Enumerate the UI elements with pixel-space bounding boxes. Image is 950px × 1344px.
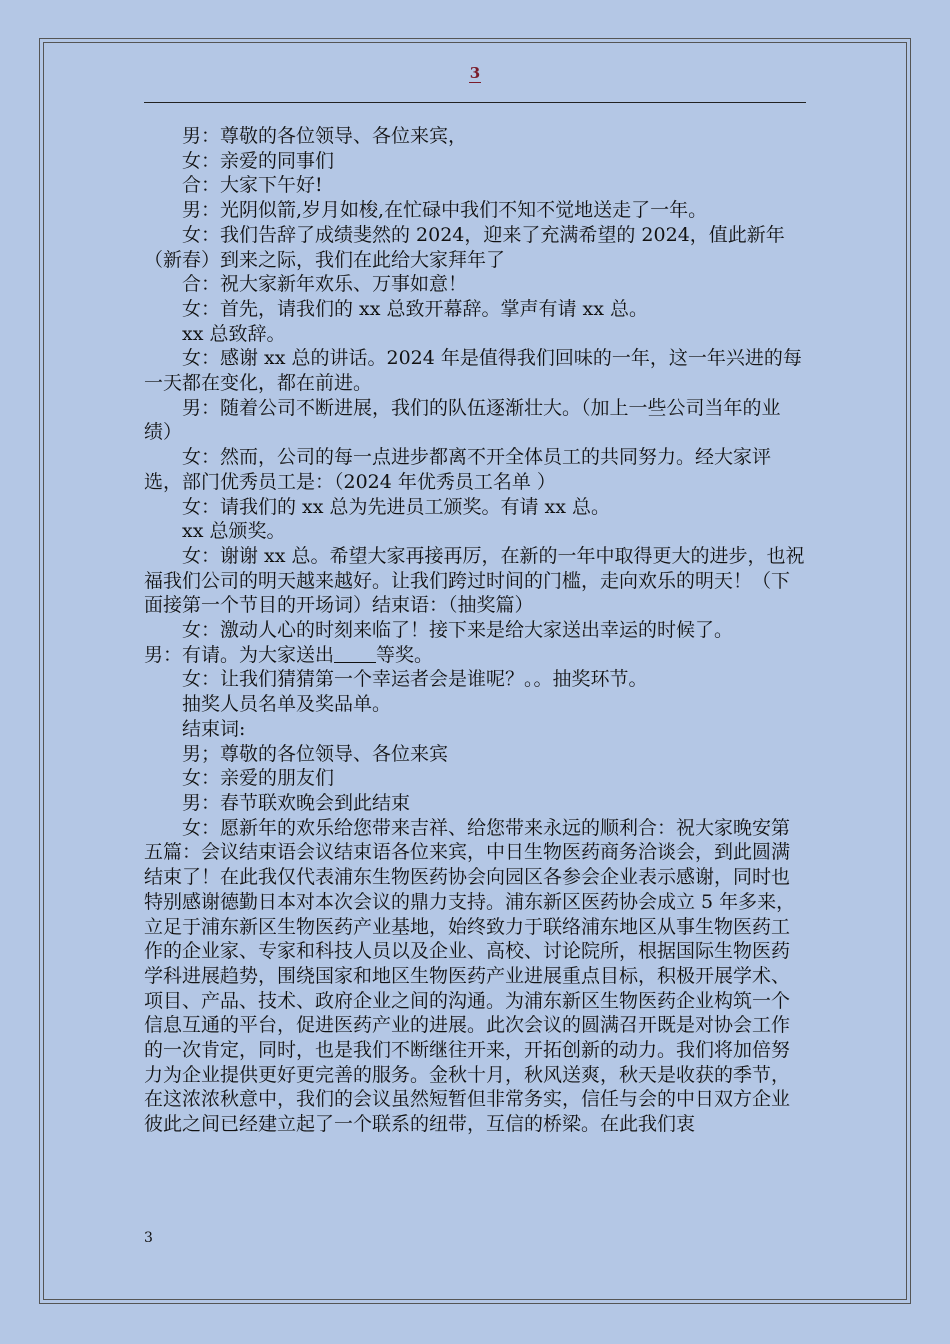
paragraph: 女：愿新年的欢乐给您带来吉祥、给您带来永远的顺利合：祝大家晚安第五篇：会议结束语会议结束语各位来宾，中日生物医药商务洽谈会，到此圆满结束了！在此我仅代表浦东生物医药协会向园区各参会企业表示感谢，同时也特别感谢德勤日本对本次会议的鼎力支持。浦东新区医药协会成立 5 年多来，立足于浦东新区生物医药产业基地，始终致力于联络浦东地区从事生物医药工作的企业家、专家和科技人员以及企业、高校、讨论院所，根据国际生物医药学科进展趋势，围绕国家和地区生物医药产业进展重点目标，积极开展学术、项目、产品、技术、政府企业之间的沟通。为浦东新区生物医药企业构筑一个信息互通的平台，促进医药产业的进展。此次会议的圆满召开既是对协会工作的一次肯定，同时，也是我们不断继往开来，开拓创新的动力。我们将加倍努力为企业提供更好更完善的服务。金秋十月，秋风送爽，秋天是收获的季节，在这浓浓秋意中，我们的会议虽然短暂但非常务实，信任与会的中日双方企业彼此之间已经建立起了一个联系的纽带，互信的桥梁。在此我们衷 [144, 816, 796, 1136]
document-body [144, 124, 806, 1137]
paragraph: 抽奖人员名单及奖品单。 [182, 693, 392, 716]
paragraph: 女：谢谢 xx 总。希望大家再接再厉，在新的一年中取得更大的进步，也祝福我们公司的明天越来越好。让我们跨过时间的门槛，走向欢乐的明天！（下面接第一个节目的开场词）结束语：（抽奖篇） [144, 544, 805, 617]
paragraph: 合：大家下午好! [182, 174, 323, 197]
paragraph: 女：首先，请我们的 xx 总致开幕辞。掌声有请 xx 总。 [182, 297, 649, 320]
paragraph: 女：亲爱的同事们 [182, 149, 335, 172]
award-line-after: 等奖。 [376, 643, 434, 666]
paragraph: 女：我们告辞了成绩斐然的 2024，迎来了充满希望的 2024，值此新年（新春）到来之际，我们在此给大家拜年了 [144, 223, 785, 271]
paragraph: 女：亲爱的朋友们 [182, 767, 335, 790]
paragraph: xx 总颁奖。 [182, 520, 286, 543]
paragraph: 男：春节联欢晚会到此结束 [182, 791, 411, 814]
paragraph: xx 总致辞。 [182, 322, 286, 345]
header-divider [144, 102, 806, 103]
paragraph: 女：激动人心的时刻来临了！接下来是给大家送出幸运的时候了。 [182, 619, 734, 642]
paragraph: 女：让我们猜猜第一个幸运者会是谁呢？。。抽奖环节。 [182, 668, 648, 691]
paragraph: 男：光阴似箭,岁月如梭,在忙碌中我们不知不觉地送走了一年。 [182, 199, 708, 222]
paragraph: 男：尊敬的各位领导、各位来宾， [182, 125, 468, 147]
paragraph: 合：祝大家新年欢乐、万事如意！ [182, 273, 468, 296]
header-page-number: 3 [469, 64, 481, 82]
award-blank [334, 646, 376, 663]
award-line-before: 男：有请。为大家送出 [144, 643, 335, 666]
award-line [144, 643, 806, 668]
paragraph: 女：然而，公司的每一点进步都离不开全体员工的共同努力。经大家评选，部门优秀员工是：（2024 年优秀员工名单 ） [144, 446, 772, 493]
paragraph: 女：请我们的 xx 总为先进员工颁奖。有请 xx 总。 [182, 495, 611, 518]
paragraph: 女：感谢 xx 总的讲话。2024 年是值得我们回味的一年，这一年兴进的每一天都在变化，都在前进。 [144, 347, 802, 395]
paragraph: 男；尊敬的各位领导、各位来宾 [182, 742, 449, 765]
paragraph: 结束词: [182, 717, 246, 740]
paragraph: 男：随着公司不断进展，我们的队伍逐渐壮大。（加上一些公司当年的业绩） [144, 396, 781, 444]
footer-page-number: 3 [144, 1230, 153, 1246]
